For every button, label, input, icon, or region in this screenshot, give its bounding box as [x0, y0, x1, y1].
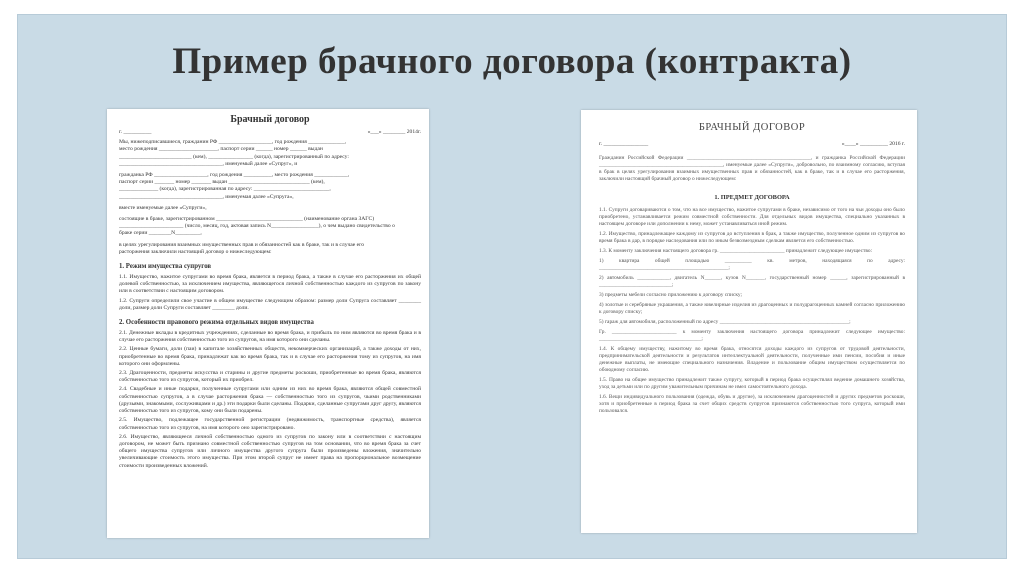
intro-line: __________________________ (кем), ________________ (когда), зарегистрированный по адресу: — [119, 153, 349, 160]
section-paragraph: Гр. ________________________ к моменту заключения настоящего договора принадлежит следующее имущество: ______________________________________; — [599, 329, 905, 343]
document-date: «____» __________ 2016 г. — [841, 141, 905, 147]
document-header-row — [119, 129, 421, 136]
slide-title: Пример брачного договора (контракта) — [172, 41, 852, 82]
section-paragraph: 1.3. К моменту заключения настоящего договора гр. ________________________ принадлежит следующее имущество: — [599, 248, 873, 255]
intro-line: в целях урегулирования взаимных имущественных прав и обязанностей как в браке, так и в случае его — [119, 241, 365, 248]
section-paragraph: 3) предметы мебели согласно приложению к договору списку; — [599, 292, 743, 299]
intro-line: состоящие в браке, зарегистрированном _______________________________ (наименование органа ЗАГС) — [119, 216, 375, 223]
intro-block — [119, 139, 421, 256]
section-paragraph: 2.4. Свадебные и иные подарки, полученные супругами или одним из них во время брака, являются общей совместной собственностью супругов, а в случае расторжения брака — собственностью того из супругов, чьими родственниками (друзьями, знакомыми, сослуживцами и др.) эти подарки были сделаны. Подарки, сделанные супругами друг другу, являются собственностью того из супругов, кому они были подарены. — [119, 386, 421, 415]
section-paragraph: 2.3. Драгоценности, предметы искусства и старины и другие предметы роскоши, приобретенные во время брака, являются собственностью того из супругов, который их приобрел. — [119, 370, 421, 384]
section-paragraph: 2) автомобиль ____________, двигатель N______, кузов N_______, государственный номер ______, зарегистрированный в ___________________________; — [599, 275, 905, 289]
intro-paragraph: Гражданин Российской Федерации ______________________________________________, и гражданка Российской Федерации ______________________________________________, именуемые далее «Супруги», добровольно, по взаимному согласию, вступая в брак в целях урегулирования взаимных имущественных прав и обязанностей, как в браке, так и в случае его расторжения, заключили настоящий брачный договор о нижеследующем: — [599, 155, 905, 183]
section-paragraph: 2.6. Имущество, являющееся личной собственностью одного из супругов по закону или в соответствии с настоящим договором, не может быть признано совместной собственностью супругов на том основании, что во время брака за счет общего имущества супругов или личного имущества другого супруга были произведены вложения, значительно увеличивающие стоимость этого имущества. При этом второй супруг не имеет права на пропорциональное возмещение стоимости произведенных вложений. — [119, 433, 421, 469]
intro-line: расторжения заключили настоящий договор о нижеследующем: — [119, 248, 272, 255]
intro-line: место рождения _____________________, паспорт серии ______ номер ______ выдан — [119, 146, 323, 153]
section-heading: 1. Режим имущества супругов — [119, 263, 212, 271]
document-title: БРАЧНЫЙ ДОГОВОР — [698, 122, 806, 133]
section-paragraph: 4) золотые и серебряные украшения, а также ювелирные изделия из драгоценных и полудрагоценных камней согласно приложению к договору списку; — [599, 302, 905, 316]
intro-line: _______________________ (число, месяц, год, актовая запись N_________________), о чем выдано свидетельство о — [119, 223, 395, 230]
intro-line: гражданка РФ ___________________, год рождения __________, место рождения ____________, — [119, 172, 350, 179]
intro-line: браке серии ________N_________, — [119, 230, 202, 237]
section-paragraph: 2.2. Ценные бумаги, доли (паи) в капитале хозяйственных обществ, некоммерческих организаций, а также доходы от них, приобретенные во время брака, принадлежат как во время брака, так и в случае его расторжения тому из супругов, на имя которого они оформлены. — [119, 346, 421, 367]
intro-line: вместе именуемые далее «Супруги», — [119, 204, 207, 211]
section-paragraph: 1.2. Супруги определили свое участие в общем имуществе следующим образом: размер доли Супруга составляет ________ доли, размер доли Супруги составляет ________ доли. — [119, 297, 421, 311]
section-paragraph: 1.5. Право на общее имущество принадлежит также супругу, который в период брака осуществлял ведение домашнего хозяйства, уход за детьми или по другим уважительным причинам не имел самостоятельного дохода. — [599, 377, 905, 391]
section-paragraph: 1.6. Вещи индивидуального пользования (одежда, обувь и другие), за исключением драгоценностей и других предметов роскоши, хотя и приобретенные в период брака за счет общих средств супругов признаются собственностью того супруга, который ими пользовался. — [599, 394, 905, 415]
section-heading: 2. Особенности правового режима отдельных видов имущества — [119, 319, 314, 327]
section-heading: 1. ПРЕДМЕТ ДОГОВОРА — [714, 194, 790, 202]
intro-line: паспорт серии _______ номер _______ выдан _____________________________ (кем), — [119, 179, 325, 186]
section-paragraph: 1.1. Супруги договариваются о том, что на все имущество, нажитое супругами в браке, независимо от того на чьи доходы оно было приобретено, устанавливается режим совместной собственности. Для отдельных видов имущества, специально указанных в настоящем договоре или дополнении к нему, может устанавливаться иной режим. — [599, 207, 905, 228]
document-header-row — [599, 141, 905, 148]
document-city: г. __________ — [119, 129, 152, 135]
document-title: Брачный договор — [230, 114, 310, 125]
section-paragraph: 1.1. Имущество, нажитое супругами во время брака, является в период брака, а также в случае его расторжения их общей долевой собственностью, за исключением имущества, являющегося личной собственностью каждого из супругов по закону или в соответствии с настоящим договором. — [119, 274, 421, 295]
document-page-right — [581, 110, 917, 533]
section-paragraph: 1.4. К общему имуществу, нажитому во время брака, относятся доходы каждого из супругов от трудовой деятельности, предпринимательской деятельности и результатов интеллектуальной деятельности, полученные ими пенсии, пособия и иные денежные выплаты, не имеющие специального назначения. Владение и пользование общим имуществом осуществляется по обоюдному согласию. — [599, 346, 905, 374]
document-page-left — [107, 109, 429, 538]
section-paragraph: 1.2. Имущество, принадлежащее каждому из супругов до вступления в брак, а также имущество, полученное одним из супругов во время брака в дар, в порядке наследования или по иным безвозмездным сделкам является его собственностью. — [599, 231, 905, 245]
intro-line: ______________ (когда), зарегистрированная по адресу: ___________________________, — [119, 186, 331, 193]
intro-line: _____________________________________, именуемая далее «Супруга», — [119, 193, 294, 200]
section-paragraph: 5) гараж для автомобиля, расположенный по адресу ________________________________________________; — [599, 319, 851, 326]
intro-line: _____________________________________, именуемый далее «Супруг», и — [119, 160, 298, 167]
section-paragraph: 2.1. Денежные вклады в кредитных учреждениях, сделанные во время брака, и прибыль по ним являются во время брака и в случае его расторжения собственностью того из супругов, на имя которого они сделаны. — [119, 330, 421, 344]
section-paragraph: 1) квартира общей площадью __________ кв. метров, находящаяся по адресу: ________________________________________________; — [599, 258, 905, 272]
intro-line: Мы, нижеподписавшиеся, гражданин РФ ___________________, год рождения _____________, — [119, 139, 347, 146]
document-city: г. ________________ — [599, 141, 649, 147]
section-paragraph: 2.5. Имущество, подлежащее государственной регистрации (недвижимость, транспортные средства), является собственностью того из супругов, на имя которого оно зарегистрировано. — [119, 417, 421, 431]
document-date: «___» ________ 2014г. — [367, 129, 421, 135]
